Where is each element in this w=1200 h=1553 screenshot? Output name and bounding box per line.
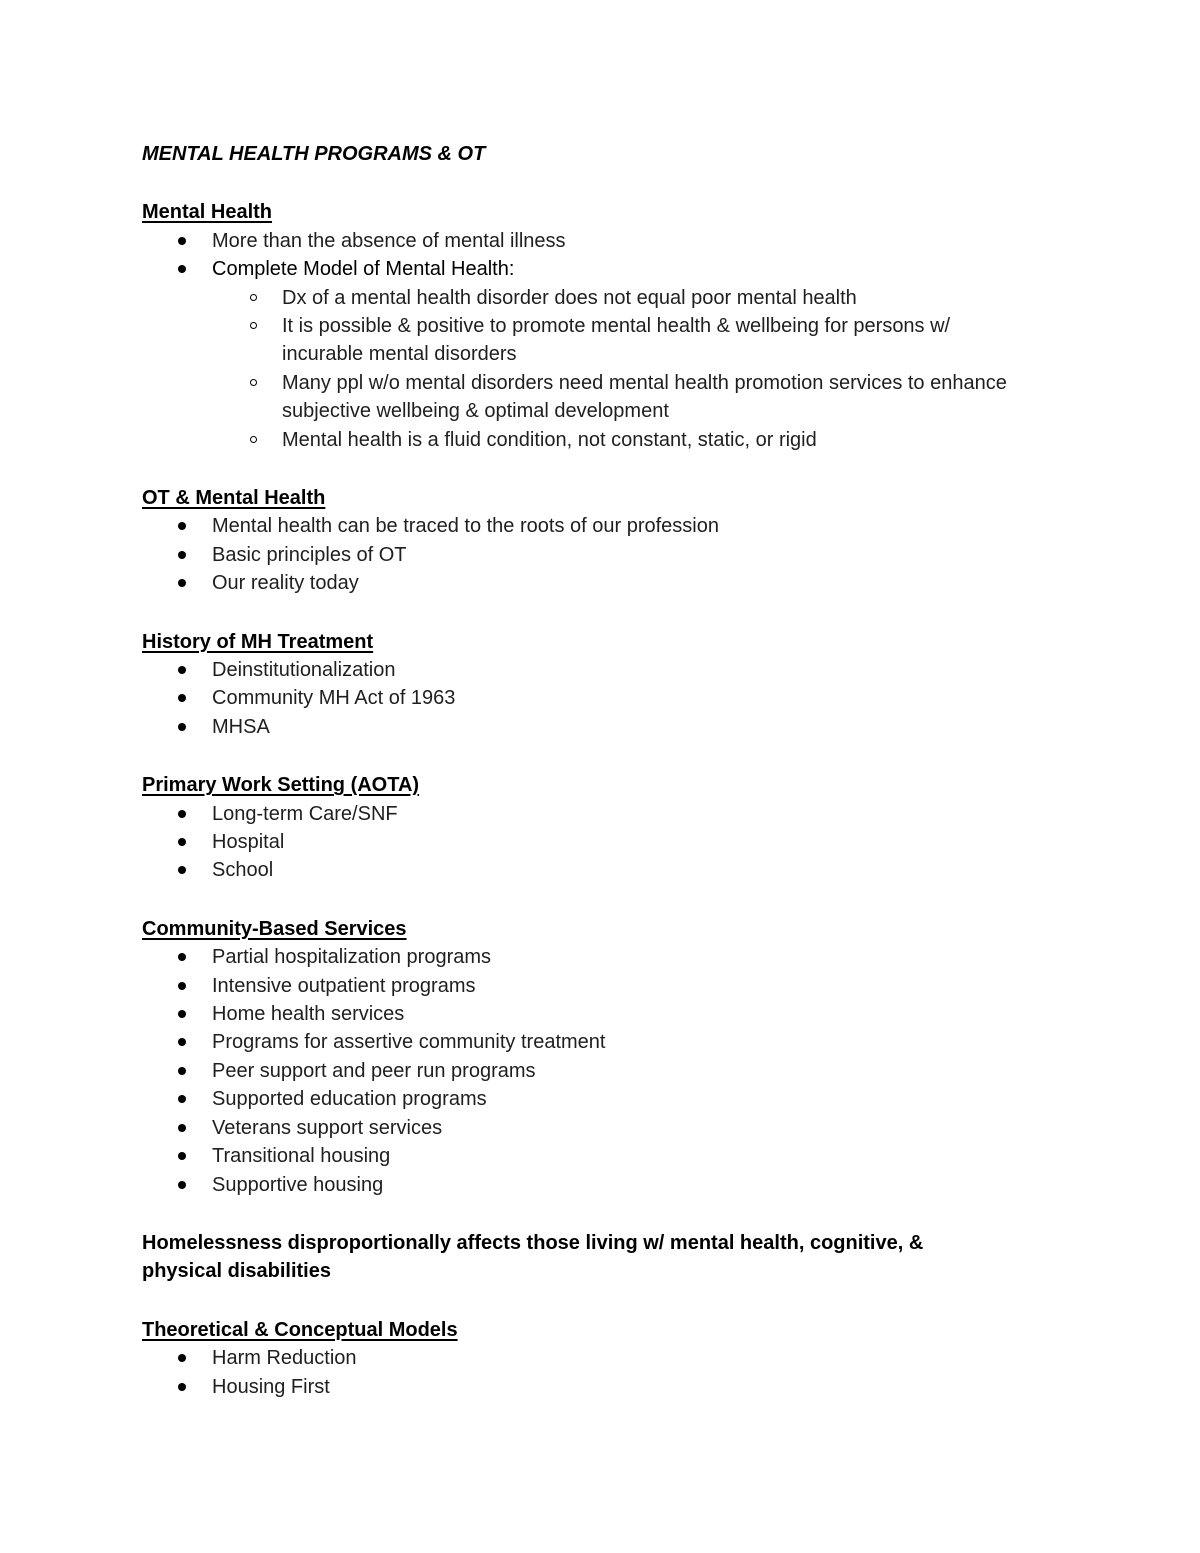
list-item-text: MHSA — [212, 715, 270, 738]
filled-bullet-icon — [178, 838, 186, 846]
list-item — [142, 1344, 1022, 1372]
sub-list-item-text: Many ppl w/o mental disorders need mental health promotion services to enhance subjective wellbeing & optimal development — [282, 371, 1007, 423]
filled-bullet-icon — [178, 579, 186, 587]
list-item-text: Supported education programs — [212, 1088, 487, 1111]
list-item-text: Veterans support services — [212, 1116, 443, 1139]
list-item-text: Intensive outpatient programs — [212, 974, 476, 997]
list-item — [142, 972, 1022, 1000]
list-item — [142, 1114, 1022, 1142]
list-item-text: Community MH Act of 1963 — [212, 687, 456, 710]
filled-bullet-icon — [178, 1067, 186, 1075]
filled-bullet-icon — [178, 723, 186, 731]
filled-bullet-icon — [178, 1010, 186, 1018]
filled-bullet-icon — [178, 866, 186, 874]
section-heading: Primary Work Setting (AOTA) — [142, 774, 420, 797]
list-item-text: School — [212, 859, 274, 882]
list-item-text: Our reality today — [212, 572, 359, 595]
section-primary-work-setting — [142, 771, 1022, 885]
list-item — [142, 828, 1022, 856]
filled-bullet-icon — [178, 522, 186, 530]
section-community-based-services — [142, 915, 1022, 1199]
section-heading: Theoretical & Conceptual Models — [142, 1318, 458, 1341]
filled-bullet-icon — [178, 1152, 186, 1160]
filled-bullet-icon — [178, 1181, 186, 1189]
sub-list-item — [142, 284, 1022, 312]
sub-list-item-text: Mental health is a fluid condition, not constant, static, or rigid — [282, 428, 817, 451]
list-item-text: Complete Model of Mental Health: — [212, 258, 515, 281]
filled-bullet-icon — [178, 694, 186, 702]
filled-bullet-icon — [178, 265, 186, 273]
filled-bullet-icon — [178, 666, 186, 674]
sub-list-item — [142, 312, 1022, 369]
list-item — [142, 713, 1022, 741]
hollow-bullet-icon — [250, 436, 257, 443]
hollow-bullet-icon — [250, 379, 257, 386]
list-item-text: Housing First — [212, 1375, 330, 1398]
bullet-list — [142, 1344, 1022, 1401]
list-item — [142, 800, 1022, 828]
section-heading: OT & Mental Health — [142, 487, 326, 510]
list-item — [142, 943, 1022, 971]
document-body — [142, 140, 1022, 1401]
filled-bullet-icon — [178, 1095, 186, 1103]
list-item — [142, 1028, 1022, 1056]
bullet-list — [142, 656, 1022, 741]
list-item — [142, 1142, 1022, 1170]
section-mental-health — [142, 198, 1022, 454]
list-item-text: Partial hospitalization programs — [212, 946, 492, 969]
list-item — [142, 684, 1022, 712]
filled-bullet-icon — [178, 1124, 186, 1132]
filled-bullet-icon — [178, 982, 186, 990]
filled-bullet-icon — [178, 1038, 186, 1046]
bullet-list — [142, 800, 1022, 885]
list-item — [142, 1171, 1022, 1199]
sub-bullet-list — [212, 284, 1022, 454]
list-item-text: Mental health can be traced to the roots of our profession — [212, 515, 719, 538]
list-item — [142, 856, 1022, 884]
list-item-text: Hospital — [212, 831, 285, 854]
filled-bullet-icon — [178, 237, 186, 245]
sub-list-item — [142, 369, 1022, 426]
homelessness-note: Homelessness disproportionally affects those living w/ mental health, cognitive, & physical disabilities — [142, 1231, 924, 1283]
sub-list-item-text: It is possible & positive to promote mental health & wellbeing for persons w/ incurable mental disorders — [282, 315, 951, 366]
list-item — [142, 656, 1022, 684]
list-item — [142, 569, 1022, 597]
list-item — [142, 1057, 1022, 1085]
filled-bullet-icon — [178, 1383, 186, 1391]
list-item-text: More than the absence of mental illness — [212, 229, 566, 252]
list-item — [142, 1085, 1022, 1113]
bullet-list — [142, 943, 1022, 1199]
filled-bullet-icon — [178, 953, 186, 961]
filled-bullet-icon — [178, 1354, 186, 1362]
list-item — [142, 541, 1022, 569]
bullet-list — [142, 512, 1022, 597]
list-item-text: Peer support and peer run programs — [212, 1059, 536, 1082]
list-item-text: Long-term Care/SNF — [212, 802, 398, 825]
list-item-text: Home health services — [212, 1003, 405, 1026]
list-item — [142, 255, 1022, 454]
list-item-text: Basic principles of OT — [212, 543, 407, 566]
list-item-text: Transitional housing — [212, 1145, 391, 1168]
filled-bullet-icon — [178, 551, 186, 559]
section-heading: History of MH Treatment — [142, 630, 374, 653]
section-heading: Community-Based Services — [142, 917, 407, 940]
section-ot-mental-health — [142, 484, 1022, 598]
hollow-bullet-icon — [250, 322, 257, 329]
hollow-bullet-icon — [250, 294, 257, 301]
section-history — [142, 628, 1022, 742]
sub-list-item — [142, 426, 1022, 454]
list-item-text: Harm Reduction — [212, 1347, 357, 1370]
document-title: MENTAL HEALTH PROGRAMS & OT — [142, 143, 486, 165]
list-item — [142, 1373, 1022, 1401]
list-item-text: Supportive housing — [212, 1173, 384, 1196]
list-item — [142, 227, 1022, 255]
filled-bullet-icon — [178, 810, 186, 818]
section-theoretical-models — [142, 1316, 1022, 1401]
section-heading: Mental Health — [142, 201, 273, 224]
list-item — [142, 512, 1022, 540]
bullet-list — [142, 227, 1022, 454]
sub-list-item-text: Dx of a mental health disorder does not equal poor mental health — [282, 286, 857, 309]
list-item-text: Programs for assertive community treatment — [212, 1031, 606, 1054]
list-item-text: Deinstitutionalization — [212, 659, 396, 682]
list-item — [142, 1000, 1022, 1028]
